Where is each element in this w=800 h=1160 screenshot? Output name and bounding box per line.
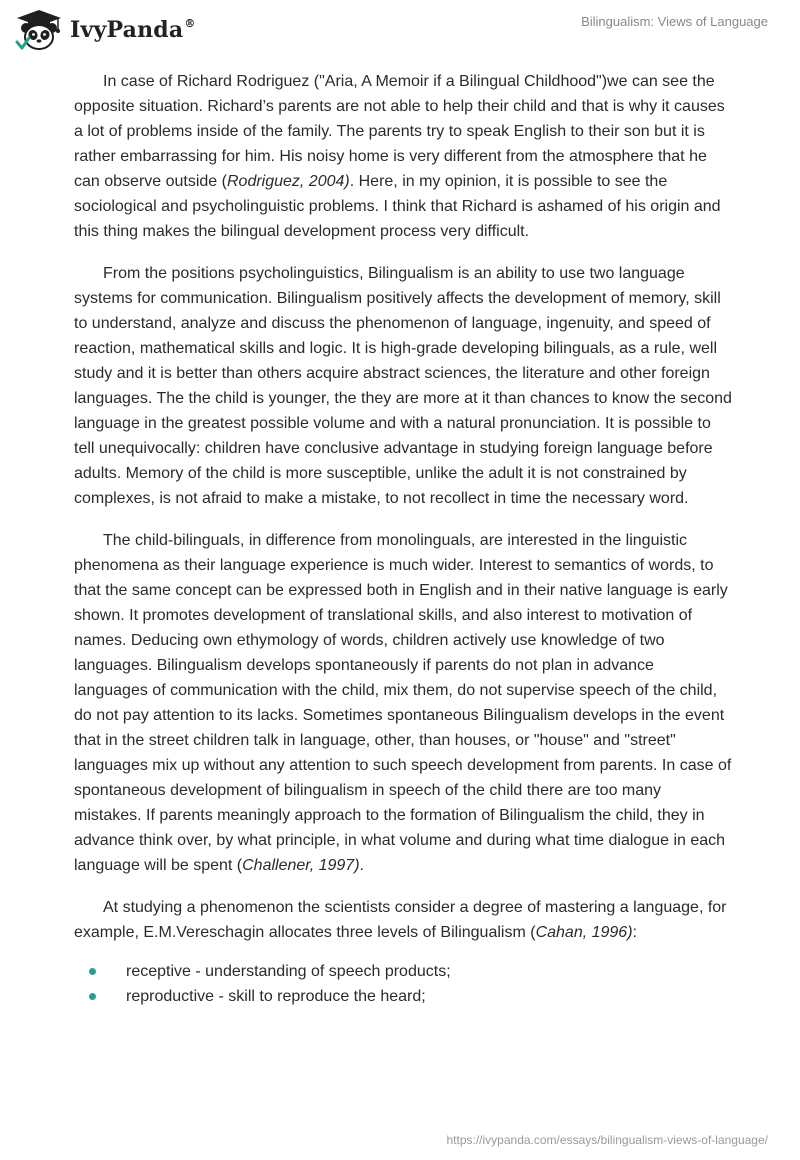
page-header: [0, 0, 800, 64]
list-item-text: reproductive - skill to reproduce the heard;: [126, 988, 426, 1005]
brand-name: IvyPanda®: [70, 17, 196, 43]
document-title: Bilingualism: Views of Language: [581, 14, 768, 29]
text-segment: . Here, in my opinion, it is possible to see the sociological and psycholinguistic problems. I think that Richard is ashamed of his origin and this thing makes the bilingual development process very difficult.: [74, 173, 721, 240]
paragraph: [74, 261, 732, 511]
citation: Challener, 1997): [242, 857, 360, 874]
bullet-dot-icon: [89, 993, 96, 1000]
list-item: [74, 984, 732, 1009]
paragraph: [74, 528, 732, 878]
bilingualism-levels-list: [74, 959, 732, 1009]
text-segment: At studying a phenomenon the scientists consider a degree of mastering a language, for example, E.M.Vereschagin allocates three levels of Bilingualism (: [74, 899, 727, 941]
text-segment: The child-bilinguals, in difference from monolinguals, are interested in the linguistic phenomena as their language experience is much wider. Interest to semantics of words, to that the same concept can be expressed both in English and in their native language is early shown. It promotes development of translational skills, and also interest to motivation of names. Deducing own ethymology of words, children actively use knowledge of two languages. Bilingualism develops spontaneously if parents do not plan in advance languages of communication with the child, mix them, do not supervise speech of the child, do not pay attention to its lacks. Sometimes spontaneous Bilingualism develops in the event that in the street children talk in language, other, than houses, or "house" and "street" languages mix up without any attention to such speech development from parents. In case of spontaneous development of bilingualism in speech of the child there are too many mistakes. If parents meaningly approach to the formation of Bilingualism the child, they in advance think over, by what principle, in what volume and during what time dialogue in each language will be spent (: [74, 532, 732, 874]
essay-body: [74, 69, 732, 1009]
panda-graduation-cap-icon: [14, 8, 64, 52]
brand-logo[interactable]: [14, 8, 196, 52]
text-segment: :: [632, 924, 637, 941]
text-segment: .: [359, 857, 364, 874]
bullet-dot-icon: [89, 968, 96, 975]
paragraph: [74, 69, 732, 244]
registered-mark: ®: [184, 17, 196, 30]
citation: Cahan, 1996): [535, 924, 633, 941]
source-url-link[interactable]: https://ivypanda.com/essays/bilingualism-views-of-language/: [446, 1133, 768, 1147]
list-item-text: receptive - understanding of speech products;: [126, 963, 451, 980]
text-segment: From the positions psycholinguistics, Bilingualism is an ability to use two language systems for communication. Bilingualism positively affects the development of memory, skill to understand, analyze and discuss the phenomenon of language, ingenuity, and speed of reaction, mathematical skills and logic. It is high-grade developing bilinguals, as a rule, well study and it is better than others acquire abstract sciences, the literature and other foreign languages. The the child is younger, the they are more at it than chances to know the second language in the greatest possible volume and with a natural pronunciation. It is possible to tell unequivocally: children have conclusive advantage in studying foreign language before adults. Memory of the child is more susceptible, unlike the adult it is not constrained by complexes, is not afraid to make a mistake, to not recollect in time the necessary word.: [74, 265, 732, 507]
paragraph: [74, 895, 732, 945]
text-segment: In case of Richard Rodriguez ("Aria, A Memoir if a Bilingual Childhood")we can see the opposite situation. Richard’s parents are not able to help their child and that is why it causes a lot of problems inside of the family. The parents try to speak English to their son but it is rather embarrassing for him. His noisy home is very different from the atmosphere that he can observe outside (: [74, 73, 725, 190]
citation: Rodriguez, 2004): [226, 173, 350, 190]
list-item: [74, 959, 732, 984]
